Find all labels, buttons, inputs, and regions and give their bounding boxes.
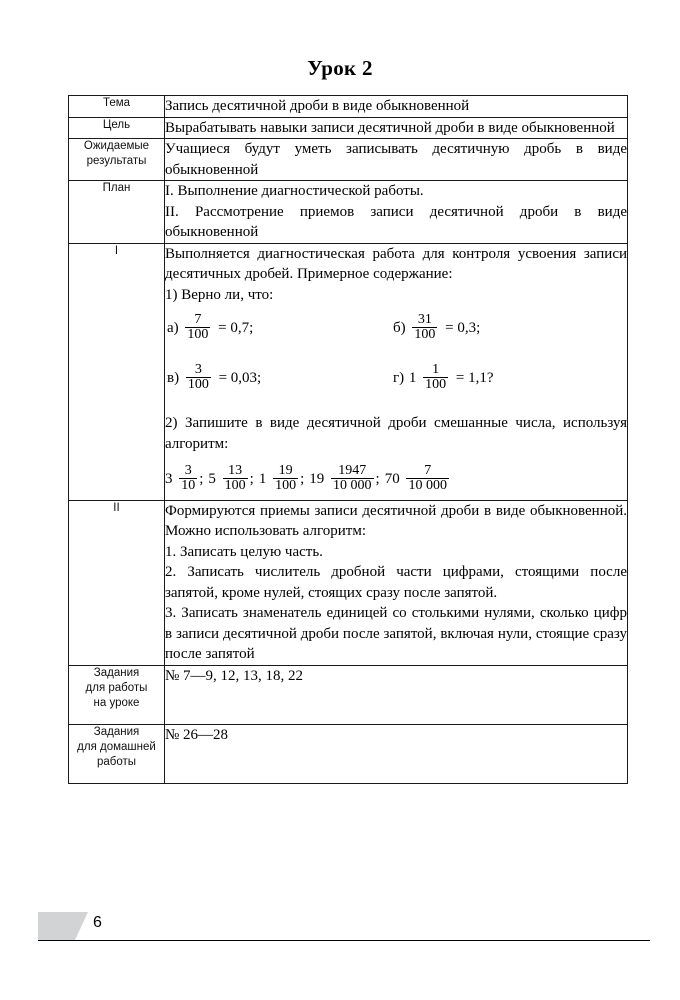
mixed-whole-part: 70	[384, 470, 400, 487]
body-line: 2. Записать числитель дробной части цифрами, стоящими после запятой, кроме нулей, стоящих сразу после запятой.	[165, 564, 627, 601]
mixed-number	[208, 464, 249, 494]
separator: ;	[249, 470, 254, 487]
fraction	[423, 363, 448, 393]
separator: ;	[375, 470, 380, 487]
body-line: № 26—28	[165, 726, 229, 743]
fraction	[406, 464, 449, 494]
row-body-cel	[165, 117, 628, 139]
fraction-denominator: 100	[425, 377, 447, 393]
row-body-stage-2	[165, 500, 628, 665]
row-label-text: на уроке	[93, 696, 140, 709]
task1-item-b	[393, 313, 480, 343]
body-line: 1) Верно ли, что:	[165, 286, 274, 303]
table-row	[69, 243, 628, 500]
row-body-tema	[165, 96, 628, 118]
row-label-text: для домашней	[77, 740, 156, 753]
row-label-text: План	[102, 182, 131, 194]
page-number: 6	[93, 914, 102, 931]
fraction-numerator: 13	[228, 463, 243, 478]
fraction-denominator: 10 000	[333, 478, 372, 494]
body-line: № 7—9, 12, 13, 18, 22	[165, 667, 304, 684]
mixed-whole-part: 1	[258, 470, 267, 487]
row-label-homework	[69, 724, 165, 783]
item-marker: а)	[167, 319, 179, 336]
separator: ;	[199, 470, 204, 487]
row-body-expected-results	[165, 139, 628, 181]
row-label-text: для работы	[85, 681, 148, 694]
row-label-text: Задания	[93, 666, 140, 679]
body-line: Запись десятичной дроби в виде обыкновенной	[165, 98, 470, 114]
page-title: Урок 2	[307, 56, 373, 80]
row-label-cel	[69, 117, 165, 139]
fraction	[412, 313, 437, 343]
fraction-numerator: 7	[424, 463, 432, 478]
row-label-text: результаты	[86, 155, 147, 167]
fraction-numerator: 1947	[338, 463, 367, 478]
task1-item-a	[167, 313, 253, 343]
body-line: 3. Записать знаменатель единицей со столькими нулями, сколько цифр в записи десятичной дроби после запятой, включая нули, стоящие сразу после запятой	[165, 605, 627, 663]
fraction-denominator: 10	[181, 478, 196, 494]
fraction-numerator: 7	[194, 312, 202, 327]
item-result: = 1,1?	[455, 369, 494, 386]
mixed-whole-part: 19	[309, 470, 325, 487]
row-label-text: Ожидаемые	[83, 140, 150, 152]
fraction	[273, 464, 298, 494]
body-line: 1. Записать целую часть.	[165, 543, 323, 560]
task1-row-vg	[165, 363, 627, 405]
fraction	[331, 464, 374, 494]
separator: ;	[300, 470, 305, 487]
body-line: Вырабатывать навыки записи десятичной дроби в виде обыкновенной	[165, 119, 615, 136]
footer-tab-shape	[38, 912, 88, 940]
item-result: = 0,3;	[445, 319, 481, 336]
task1-row-ab	[165, 313, 627, 355]
mixed-whole-part: 5	[208, 470, 216, 487]
table-row	[69, 117, 628, 139]
row-label-tema	[69, 96, 165, 118]
fraction-denominator: 100	[414, 327, 436, 343]
mixed-number	[385, 464, 451, 494]
fraction-numerator: 31	[417, 312, 432, 327]
fraction	[179, 464, 197, 494]
row-label-text: I	[114, 244, 119, 257]
mixed-whole-part: 1	[408, 369, 417, 386]
fraction-denominator: 100	[275, 478, 297, 494]
row-body-homework	[165, 724, 628, 783]
page-footer	[0, 908, 680, 948]
item-marker: б)	[393, 319, 406, 336]
item-result: = 0,7;	[218, 319, 254, 336]
task1-item-v	[167, 363, 261, 393]
row-body-classwork	[165, 665, 628, 724]
task2-mixed-numbers	[165, 464, 627, 494]
row-label-classwork	[69, 665, 165, 724]
table-row	[69, 724, 628, 783]
row-label-text: Тема	[102, 97, 131, 109]
row-label-text: Задания	[93, 725, 140, 738]
table-row	[69, 665, 628, 724]
body-line: Выполняется диагностическая работа для контроля усвоения записи десятичных дробей. Примерное содержание:	[165, 245, 627, 282]
row-body-plan	[165, 181, 628, 244]
fraction-numerator: 3	[184, 463, 192, 478]
row-label-stage-2	[69, 500, 165, 665]
fraction	[223, 464, 248, 494]
mixed-number	[259, 464, 300, 494]
row-label-text: работы	[96, 755, 137, 768]
mixed-number	[165, 464, 199, 494]
table-row	[69, 139, 628, 181]
body-line: II. Рассмотрение приемов записи десятичной дроби в виде обыкновенной	[165, 203, 627, 240]
footer-divider	[38, 940, 650, 941]
mixed-number	[309, 464, 375, 494]
body-line: I. Выполнение диагностической работы.	[165, 183, 424, 199]
lesson-plan-table	[68, 95, 628, 784]
task1-item-g	[393, 363, 494, 393]
item-marker: в)	[167, 369, 180, 386]
fraction-numerator: 19	[278, 463, 293, 478]
fraction-numerator: 1	[432, 362, 440, 377]
fraction-denominator: 100	[224, 478, 246, 494]
row-label-text: Цель	[102, 118, 131, 131]
row-label-expected-results	[69, 139, 165, 181]
body-line: Формируются приемы записи десятичной дроби в виде обыкновенной. Можно использовать алгоритм:	[165, 502, 627, 540]
table-row	[69, 181, 628, 244]
fraction-denominator: 100	[187, 377, 209, 393]
fraction-denominator: 100	[187, 327, 209, 343]
task2-instruction: 2) Запишите в виде десятичной дроби смешанные числа, используя алгоритм:	[165, 415, 627, 452]
row-label-stage-1	[69, 243, 165, 500]
fraction	[186, 363, 211, 393]
row-label-text: II	[113, 501, 120, 514]
fraction-denominator: 10 000	[408, 478, 447, 494]
fraction	[185, 313, 210, 343]
item-marker: г)	[393, 369, 405, 386]
item-result: = 0,03;	[218, 369, 262, 386]
row-label-plan	[69, 181, 165, 244]
table-row	[69, 96, 628, 118]
body-line: Учащиеся будут уметь записывать десятичную дробь в виде обыкновенной	[165, 141, 627, 178]
row-body-stage-1	[165, 243, 628, 500]
mixed-whole-part: 3	[165, 470, 173, 487]
table-row	[69, 500, 628, 665]
fraction-numerator: 3	[194, 362, 202, 377]
